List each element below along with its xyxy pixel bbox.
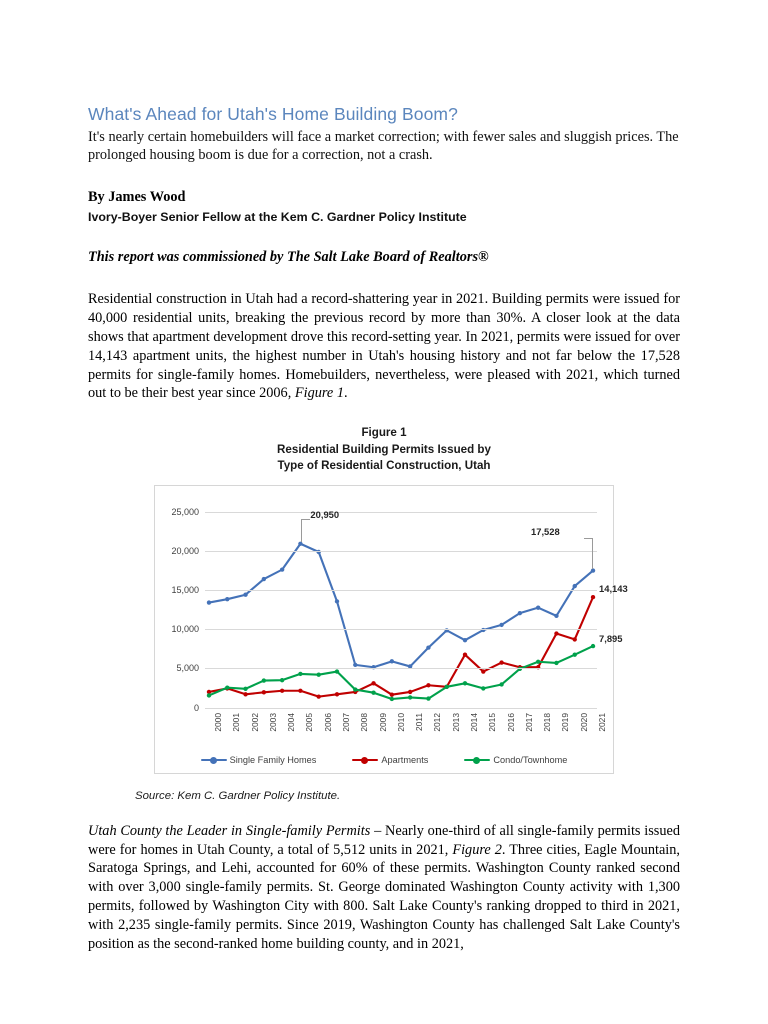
- chart-data-point: [317, 672, 321, 676]
- chart-data-point: [335, 599, 339, 603]
- chart-data-point: [317, 694, 321, 698]
- chart-data-point: [225, 685, 229, 689]
- chart-plot-area: [171, 506, 628, 732]
- chart-y-axis-tick: 10,000: [171, 624, 199, 635]
- chart-data-point: [463, 681, 467, 685]
- chart-y-axis-tick: 15,000: [171, 585, 199, 596]
- chart-gridline: [205, 551, 597, 552]
- chart-data-point: [207, 600, 211, 604]
- chart-data-point: [280, 678, 284, 682]
- paragraph-1-text: Residential construction in Utah had a record-shattering year in 2021. Building permits were issued for 40,000 residential units, breaking the previous record by more than 30%. A closer look at the data shows that apartment development drove this record-setting year. In 2021, permits were issued for over 14,143 apartment units, the highest number in Utah's housing history and not far below the 17,528 permits for single-family homes. Homebuilders, nevertheless, were pleased with 2021, which turned out to be their best year since 2006,: [88, 291, 680, 402]
- chart-x-axis-tick: 2015: [487, 712, 498, 732]
- chart-label-leader-line: [301, 519, 310, 542]
- chart-legend: [155, 755, 613, 765]
- figure-1-title: [88, 425, 680, 474]
- chart-data-point: [408, 695, 412, 699]
- chart-y-axis-tick: 0: [193, 702, 199, 713]
- chart-data-point: [353, 687, 357, 691]
- chart-series-line: [209, 597, 593, 697]
- legend-marker-icon: [352, 755, 378, 764]
- chart-data-point: [426, 645, 430, 649]
- chart-data-point: [390, 659, 394, 663]
- chart-data-point: [463, 652, 467, 656]
- chart-legend-item[interactable]: [352, 755, 428, 765]
- chart-x-axis-tick: 2013: [450, 712, 461, 732]
- chart-data-point: [335, 692, 339, 696]
- chart-data-point: [573, 584, 577, 588]
- legend-marker-icon: [464, 755, 490, 764]
- chart-data-point: [225, 597, 229, 601]
- chart-data-point: [499, 622, 503, 626]
- chart-data-point: [243, 686, 247, 690]
- chart-data-point: [390, 692, 394, 696]
- chart-x-axis-tick: 2017: [523, 712, 534, 732]
- chart-data-label: 14,143: [599, 582, 628, 594]
- chart-data-point: [536, 659, 540, 663]
- chart-data-point: [298, 671, 302, 675]
- chart-series-canvas: [205, 512, 597, 708]
- chart-data-point: [499, 660, 503, 664]
- chart-y-axis-tick: 25,000: [171, 506, 199, 517]
- chart-x-axis-tick: 2005: [304, 712, 315, 732]
- chart-data-label: 20,950: [310, 509, 340, 521]
- chart-legend-item[interactable]: [201, 755, 317, 765]
- byline: By James Wood: [88, 189, 186, 206]
- chart-x-axis-tick: 2004: [286, 712, 297, 732]
- chart-data-point: [207, 693, 211, 697]
- chart-data-point: [353, 662, 357, 666]
- chart-legend-item[interactable]: [464, 755, 567, 765]
- document-content: [88, 104, 680, 954]
- chart-x-axis-tick: 2010: [395, 712, 406, 732]
- chart-data-point: [536, 605, 540, 609]
- chart-x-axis-tick: 2006: [322, 712, 333, 732]
- chart-data-point: [591, 644, 595, 648]
- chart-x-axis-tick: 2009: [377, 712, 388, 732]
- chart-x-axis-tick: 2007: [340, 712, 351, 732]
- chart-container: [154, 485, 628, 774]
- chart-x-axis-tick: 2020: [578, 712, 589, 732]
- chart-data-point: [426, 696, 430, 700]
- chart-gridline: [205, 512, 597, 513]
- legend-label: Single Family Homes: [229, 754, 317, 765]
- figure-1-label: Figure 1: [361, 426, 407, 440]
- legend-label: Apartments: [381, 754, 429, 765]
- chart-x-axis-tick: 2008: [359, 712, 370, 732]
- chart-gridline: [205, 590, 597, 591]
- chart-data-point: [426, 683, 430, 687]
- chart-data-point: [371, 690, 375, 694]
- chart-data-point: [280, 688, 284, 692]
- body-paragraph-2: [88, 822, 680, 954]
- paragraph-1-end: .: [343, 385, 348, 402]
- chart-x-axis-tick: 2014: [469, 712, 479, 732]
- legend-marker-icon: [201, 755, 227, 764]
- chart-data-point: [262, 678, 266, 682]
- figure-1-title-line-2: Type of Residential Construction, Utah: [277, 459, 491, 473]
- chart-data-point: [335, 669, 339, 673]
- figure-2-reference: Figure 2: [452, 841, 502, 858]
- chart-x-axis-tick: 2001: [231, 712, 242, 732]
- chart-x-axis-tick: 2003: [267, 712, 278, 732]
- chart-data-point: [390, 696, 394, 700]
- commission-note: This report was commissioned by The Salt Lake Board of Realtors®: [88, 249, 489, 266]
- chart-data-point: [298, 688, 302, 692]
- chart-data-point: [573, 637, 577, 641]
- chart-data-point: [481, 686, 485, 690]
- chart-data-point: [445, 684, 449, 688]
- chart-data-point: [518, 611, 522, 615]
- figure-1-reference: Figure 1: [294, 385, 344, 402]
- chart-gridline: [205, 668, 597, 669]
- chart-data-point: [591, 595, 595, 599]
- chart-data-point: [243, 692, 247, 696]
- chart-y-axis-tick: 20,000: [171, 545, 199, 556]
- chart-data-point: [243, 592, 247, 596]
- chart-y-axis-tick: 5,000: [176, 663, 199, 674]
- chart-x-axis-tick: 2011: [414, 712, 425, 731]
- chart-data-point: [262, 690, 266, 694]
- chart-data-point: [408, 689, 412, 693]
- chart-data-point: [481, 669, 485, 673]
- chart-x-axis-tick: 2019: [560, 712, 571, 732]
- chart-data-label: 7,895: [599, 632, 623, 644]
- chart-x-axis-tick: 2016: [505, 712, 516, 732]
- chart-data-point: [262, 577, 266, 581]
- chart-data-point: [573, 652, 577, 656]
- chart-data-point: [554, 660, 558, 664]
- chart-x-axis-tick: 2002: [249, 712, 260, 732]
- figure-1: [88, 425, 680, 801]
- chart-x-axis-tick: 2018: [542, 712, 553, 732]
- chart-series-line: [209, 543, 593, 666]
- body-paragraph-1: [88, 290, 680, 403]
- chart-x-axis-tick: 2012: [432, 712, 443, 732]
- document-deck: It's nearly certain homebuilders will face a market correction; with fewer sales and sluggish prices. The prolonged housing boom is due for a correction, not a crash.: [88, 128, 679, 164]
- chart-data-point: [554, 631, 558, 635]
- paragraph-2-lead: Utah County the Leader in Single-family Permits: [88, 822, 371, 839]
- legend-label: Condo/Townhome: [493, 754, 568, 765]
- chart-x-axis-tick: 2021: [597, 712, 608, 732]
- chart-data-point: [280, 567, 284, 571]
- page-title: What's Ahead for Utah's Home Building Boom?: [88, 104, 458, 124]
- chart-x-axis-tick: 2000: [212, 712, 223, 732]
- chart-gridline: [205, 629, 597, 630]
- chart-data-point: [554, 613, 558, 617]
- figure-1-title-line-1: Residential Building Permits Issued by: [277, 442, 491, 456]
- figure-1-source: Source: Kem C. Gardner Policy Institute.: [135, 789, 341, 802]
- chart-gridline: [205, 708, 597, 709]
- chart-data-label: 17,528: [531, 526, 560, 538]
- author-affiliation: Ivory-Boyer Senior Fellow at the Kem C. Gardner Policy Institute: [88, 210, 467, 225]
- chart-data-point: [499, 682, 503, 686]
- chart-data-point: [371, 681, 375, 685]
- paragraph-2-text-b: . Three cities, Eagle Mountain, Saratoga Springs, and Lehi, accounted for 60% of these permits. Washington County ranked second with over 3,000 single-family permits. St. George dominated Washington County activity with 1,300 permits, followed by Washington City with 800. Salt Lake County's ranking dropped to third in 2021, with 2,235 single-family permits. Since 2019, Washington County has challenged Salt Lake County's position as the second-ranked home building county, and in 2021,: [88, 841, 680, 952]
- chart-label-leader-line: [584, 538, 593, 569]
- paragraph-2-text-a: – Nearly one-third of all single-family permits issued were for homes in Utah County, a total of 5,512 units in 2021,: [88, 822, 681, 858]
- chart-data-point: [463, 638, 467, 642]
